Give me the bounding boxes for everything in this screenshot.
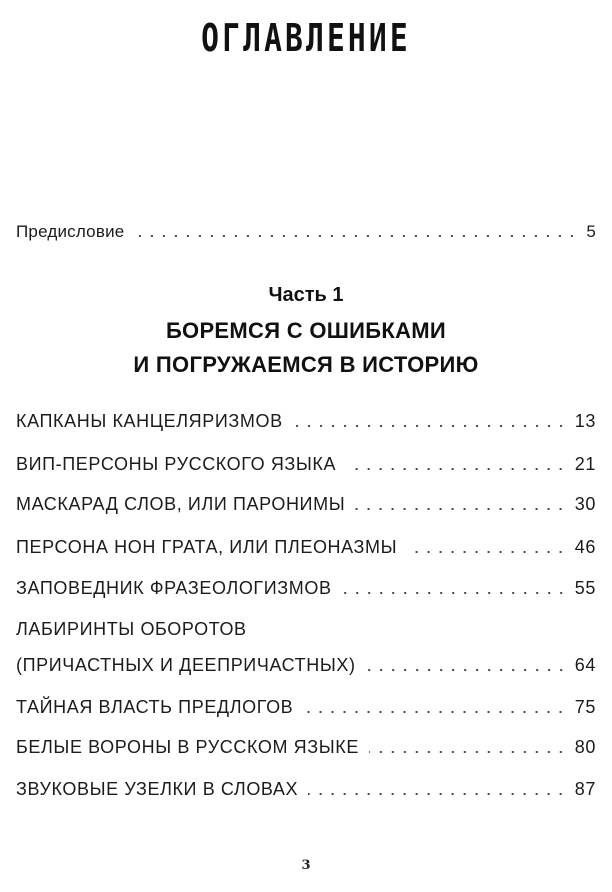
toc-entry-title: БЕЛЫЕ ВОРОНЫ В РУССКОМ ЯЗЫКЕ (16, 737, 359, 757)
toc-entry-title: ТАЙНАЯ ВЛАСТЬ ПРЕДЛОГОВ (16, 697, 294, 717)
toc-entry-title-line-2: (ПРИЧАСТНЫХ И ДЕЕПРИЧАСТНЫХ) (16, 655, 356, 675)
toc-entry-page: 30 (574, 494, 596, 514)
toc-entry-preface (16, 214, 596, 242)
toc-entry (16, 447, 596, 475)
dot-leader (407, 551, 567, 553)
dot-leader (355, 508, 567, 510)
toc-entry (16, 772, 596, 800)
part-title-line-1: БОРЕМСЯ С ОШИБКАМИ (165, 318, 447, 343)
dot-leader (303, 711, 566, 713)
dot-leader (342, 592, 567, 594)
dot-leader (134, 235, 578, 237)
toc-entry-title: ПЕРСОНА НОН ГРАТА, ИЛИ ПЛЕОНАЗМЫ (16, 537, 398, 557)
toc-entry-title: ЗВУКОВЫЕ УЗЕЛКИ В СЛОВАХ (16, 779, 299, 799)
toc-entry (16, 530, 596, 558)
toc-entry (16, 690, 596, 718)
toc-entry (16, 487, 596, 515)
toc-entry (16, 648, 596, 676)
toc-entry (16, 571, 596, 599)
toc-entry-page: 21 (574, 454, 596, 474)
page-heading: ОГЛАВЛЕНИЕ (201, 16, 411, 60)
toc-entry-page: 13 (574, 411, 596, 431)
toc-entry-page: 5 (586, 222, 596, 241)
dot-leader (369, 751, 567, 753)
part-label: Часть 1 (268, 284, 344, 306)
dot-leader (293, 425, 567, 427)
toc-entry-page: 75 (574, 697, 596, 717)
toc-entry-page: 55 (574, 578, 596, 598)
toc-entry-title: ВИП-ПЕРСОНЫ РУССКОГО ЯЗЫКА (16, 454, 337, 474)
page-number: 3 (301, 858, 311, 873)
toc-entry-title-line-1: ЛАБИРИНТЫ ОБОРОТОВ (16, 619, 247, 639)
toc-entry (16, 730, 596, 758)
dot-leader (308, 793, 567, 795)
toc-entry-page: 87 (574, 779, 596, 799)
toc-entry-page: 64 (574, 655, 596, 675)
toc-entry-page: 80 (574, 737, 596, 757)
part-title-line-2: И ПОГРУЖАЕМСЯ В ИСТОРИЮ (133, 352, 479, 377)
dot-leader (346, 468, 567, 470)
toc-entry (16, 404, 596, 432)
toc-entry-page: 46 (574, 537, 596, 557)
toc-entry-title: ЗАПОВЕДНИК ФРАЗЕОЛОГИЗМОВ (16, 578, 332, 598)
toc-entry-title: КАПКАНЫ КАНЦЕЛЯРИЗМОВ (16, 411, 283, 431)
toc-entry-title: МАСКАРАД СЛОВ, ИЛИ ПАРОНИМЫ (16, 494, 346, 514)
toc-entry-title: Предисловие (16, 222, 125, 241)
dot-leader (366, 669, 567, 671)
